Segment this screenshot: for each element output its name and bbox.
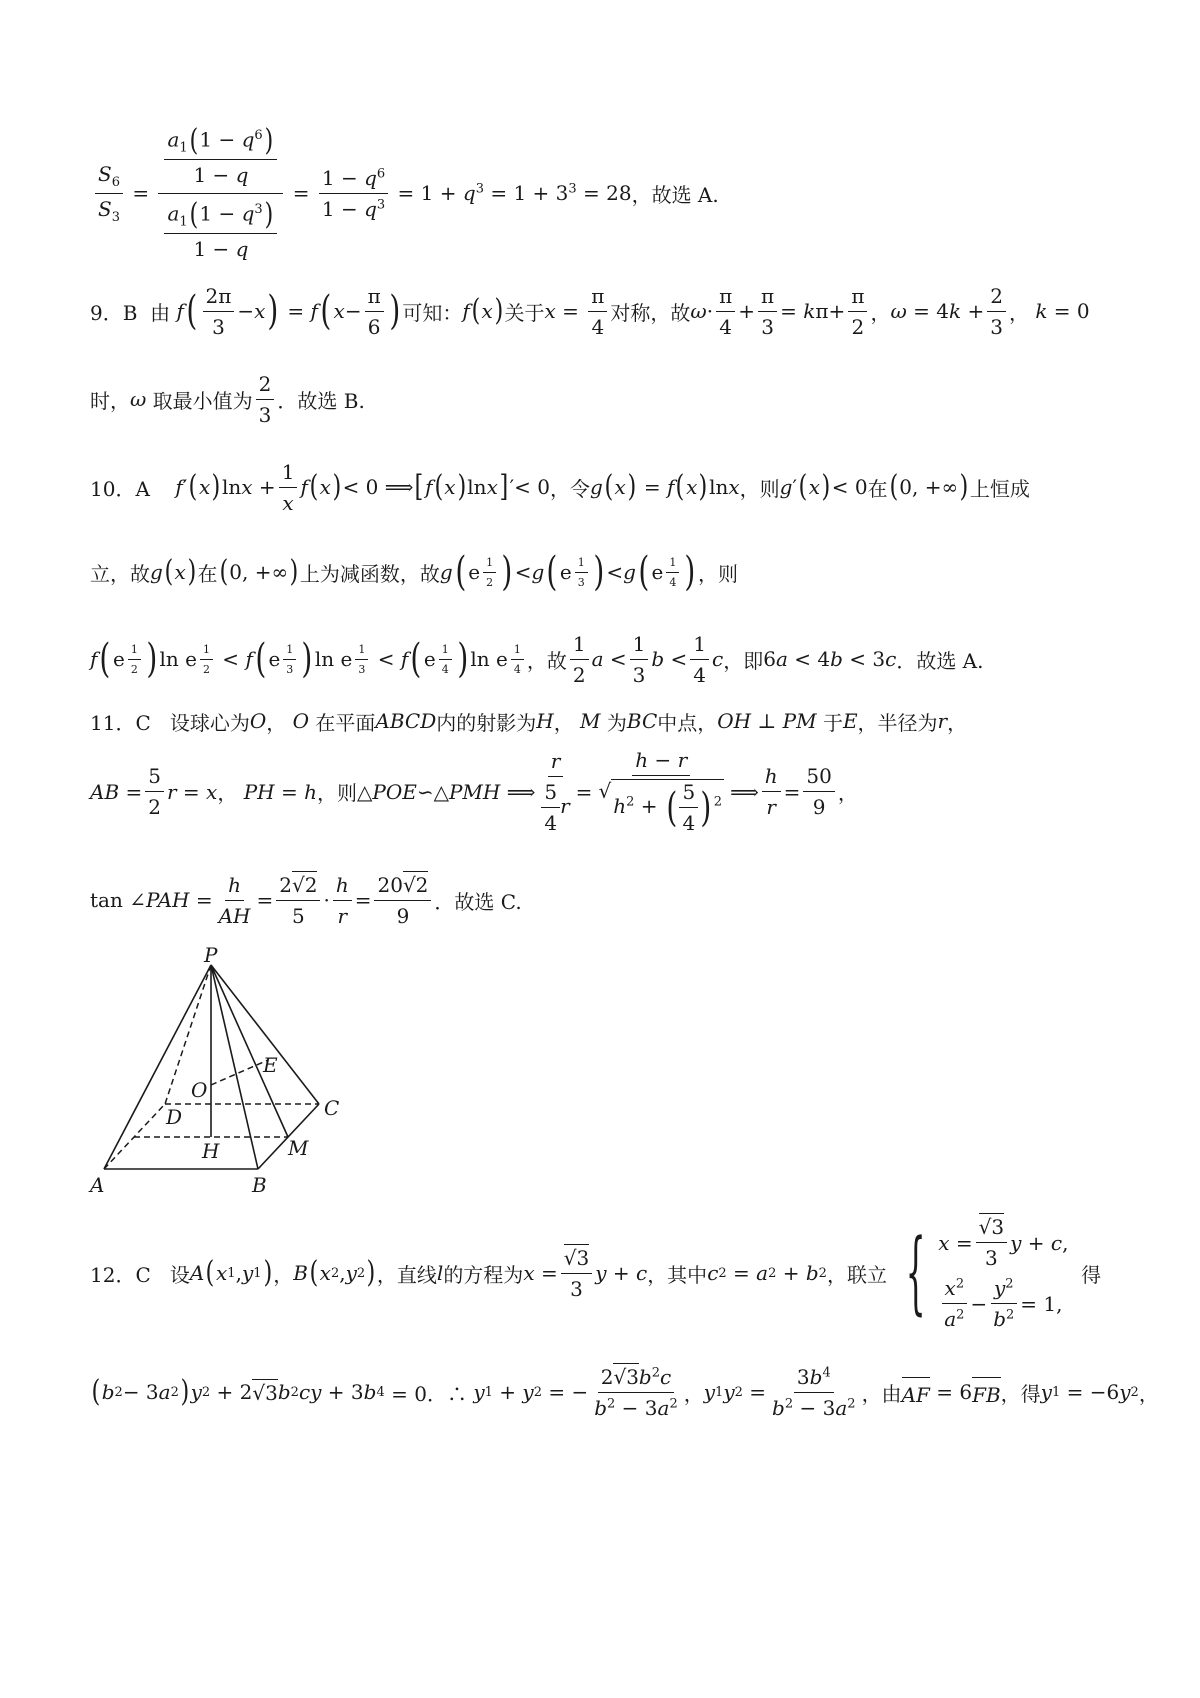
label-C: C [324,1096,340,1120]
q12-line2: ( b 2 − 3 a 2 ) y 2 + 2 √3 b 2 cy + 3 b 4 = 0．∴ y 1 + y 2 = − $\frac{2√3b^2c}{b^2 - 3a^2}$ ， y 1 y 2 = $\frac{3b^4}{b^2 - 3a^2}$ ，由 AF = 6 FB ，得 y 1 = −6 y 2 ， [91,1364,1159,1420]
q11-line3: tan ∠ PAH = $\frac{h}{AH}$ = $\frac{2√2}{5}$ · $\frac{h}{r}$ = $\frac{20√2}{9}$ ．故选 C. [90,872,522,928]
q12-label: 12．C [90,1262,151,1287]
label-P: P [204,945,218,967]
s6-over-s3: $\frac{S_6}{S_3}$ [95,162,123,225]
edge-PA [104,965,211,1169]
q9-conclusion: ．故选 B. [277,388,365,413]
q12-line1: 12．C 设 A ( x 1 , y 1 ) ， B ( x 2 , y 2 ) ，直线 l 的方程为 x = $\frac{√3}{3}$ y + c ，其中 c 2 = a 2 + b 2 ，联立 { x = $\frac{√3}{3}$ y + c , $\frac{x^2}{a^2}$ − $\frac{y^2}{b^2}$ = 1, 得 [90,1215,1102,1331]
equation-system: { x = $\frac{√3}{3}$ y + c , $\frac{x^2}{a^2}$ − $\frac{y^2}{b^2}$ = 1, [905,1215,1069,1331]
q10-label: 10．A [90,476,150,501]
q10-line3: f ( e $\frac{1}{2}$ ) ln e $\frac{1}{2}$ < f ( e $\frac{1}{3}$ ) ln e $\frac{1}{3}$ < f ( e $\frac{1}{4}$ ) ln e $\frac{1}{4}$ ，故 $\frac{1}{2}$ a < $\frac{1}{3}$ b < $\frac{1}{4}$ c ，即 6 a < 4 b < 3 c ．故选 A. [90,631,984,687]
pyramid-figure [80,945,370,1200]
q8-conclusion: ，故选 A. [631,182,719,207]
q11-line2: AB = $\frac{5}{2}$ r = x ， PH = h ，则 △ POE ∽△ PMH ⟹ r $\frac{5}{4}$ r = h − r √ $h^2$ + ( $\frac{5}{4}$ ) $^2$ ⟹ $\frac{h}{r}$ = $\frac{50}{9}$ ， [90,748,858,835]
q9-line2: 时， ω 取最小值为 $\frac{2}{3}$ ．故选 B. [90,371,365,427]
label-M: M [288,1136,309,1160]
label-E: E [263,1053,278,1077]
q9-label: 9．B [90,300,138,325]
label-B: B [252,1173,267,1197]
q8-ratio-line: $\frac{S_6}{S_3}$ = $\frac{\frac{a_1(1 - q^6)}{1 - q}}{\frac{a_1(1 - q^3)}{1 - q}}$ = $\frac{1 - q^6}{1 - q^3}$ = $1 + q^3 = 1 + 3^3 = 28$ ，故选 A. [92,128,719,258]
label-H: H [202,1139,220,1163]
compound-fraction: $\frac{\frac{a_1(1 - q^6)}{1 - q}}{\frac{a_1(1 - q^3)}{1 - q}}$ [158,126,283,261]
q10-conclusion: ．故选 A. [896,648,984,673]
q9-line1: 9．B 由 f ( $\frac{2\pi}{3}$ − x ) = f ( x − $\frac{\pi}{6}$ ) 可知： f ( x ) 关于 x = $\frac{\pi}{4}$ 对称，故 ω · $\frac{\pi}{4}$ + $\frac{\pi}{3}$ = k π+ $\frac{\pi}{2}$ ， ω = 4 k + $\frac{2}{3}$ ， k = 0 [90,283,1090,339]
edge-PM [211,965,288,1137]
q11-line1: 11．C 设球心为 O ， O 在平面 ABCD 内的射影为 H ， M 为 BC 中点， OH ⊥ PM 于 E ，半径为 r ， [90,706,967,736]
q11-conclusion: ．故选 C. [434,889,522,914]
label-O: O [191,1078,208,1102]
label-D: D [166,1105,183,1129]
q10-line1: 10．A f ′ ( x ) ln x + $\frac{1}{x}$ f ( x ) < 0 ⟹ [ f ( x ) ln x ] ′< 0 ，令 g ( x ) = f ( x ) ln x ，则 g ′ ( x ) < 0 在 ( 0, +∞ ) 上恒成 [90,459,1030,515]
q11-label: 11．C [90,710,151,735]
q10-line2: 立，故 g ( x ) 在 ( 0, +∞ ) 上为减函数，故 g ( e $\frac{1}{2}$ ) < g ( e $\frac{1}{3}$ ) < g ( e $\frac{1}{4}$ ) ，则 [90,549,738,595]
label-A: A [90,1173,105,1197]
